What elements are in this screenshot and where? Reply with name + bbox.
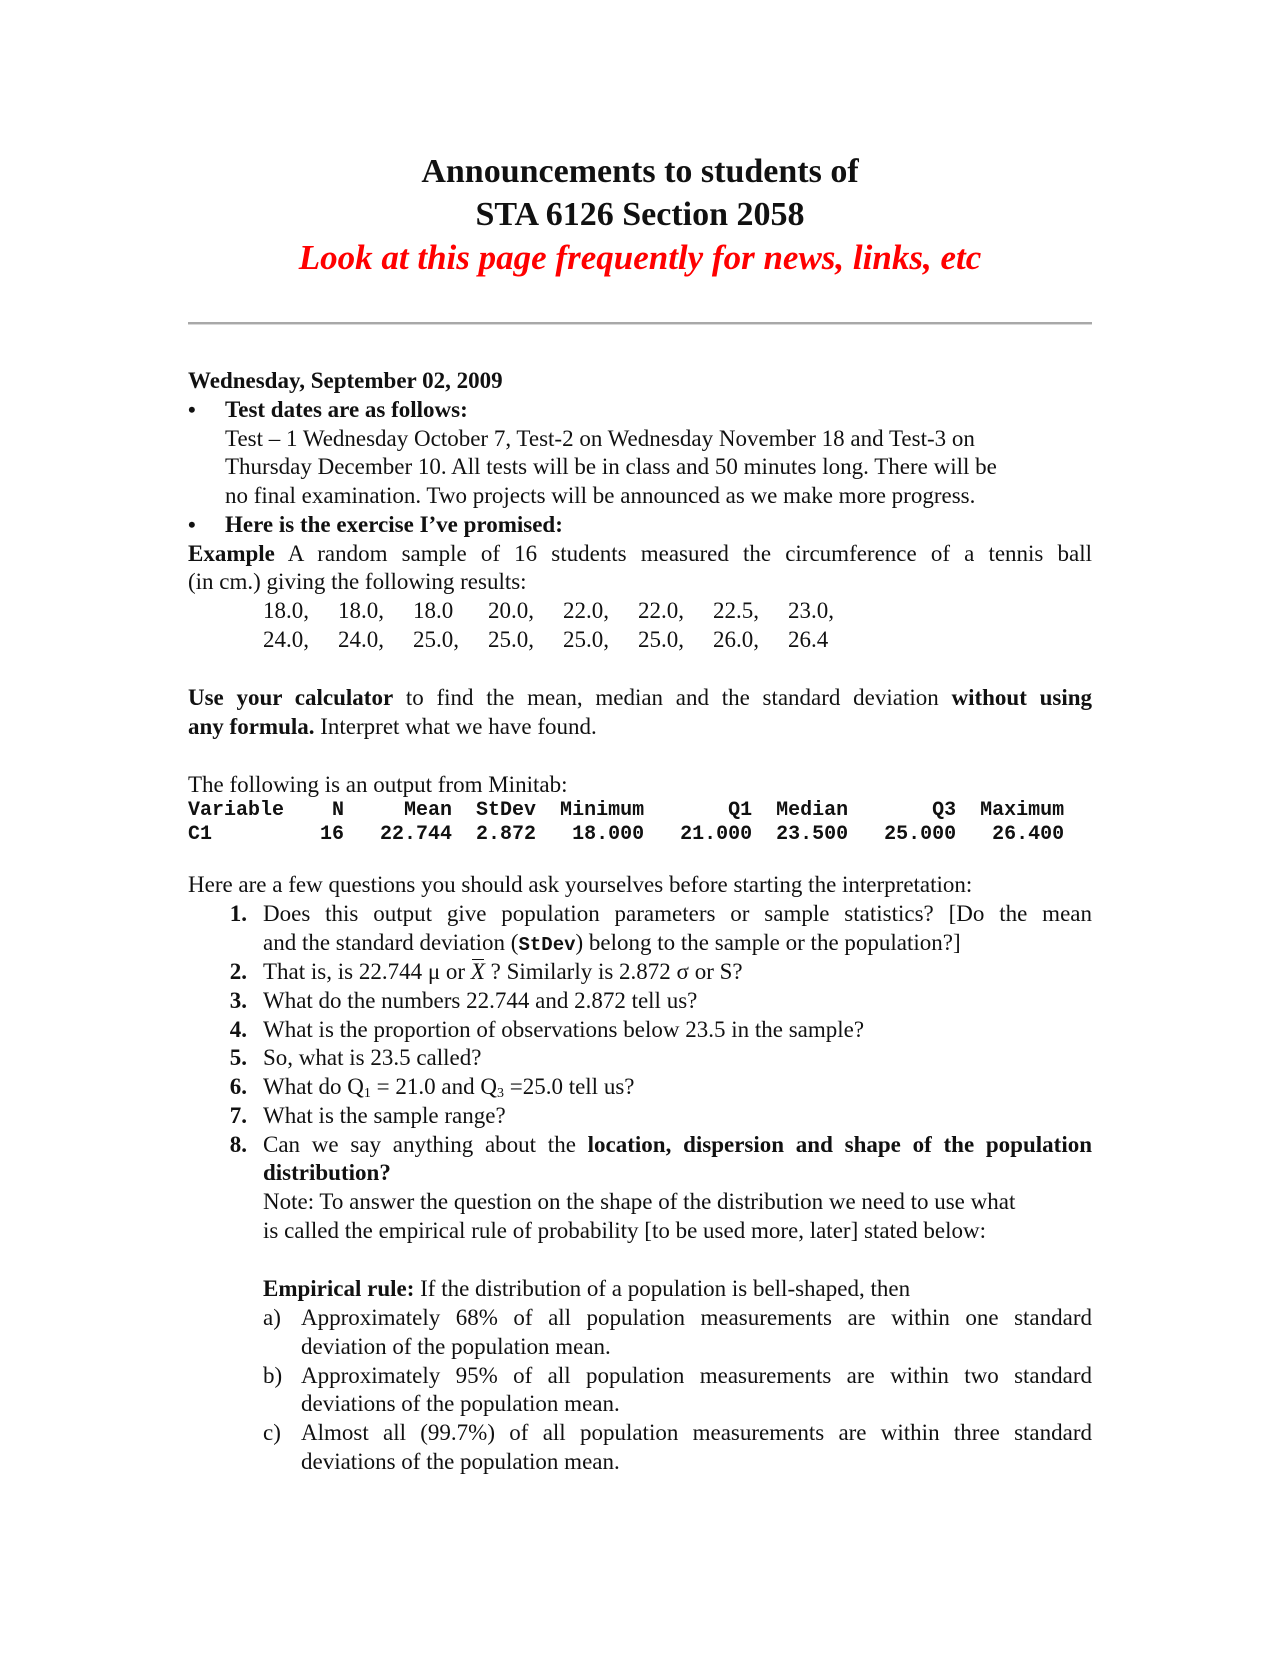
list-marker: b) [263, 1363, 283, 1388]
question-4: What is the proportion of observations below 23.5 in the sample? [263, 1017, 865, 1042]
code-text: StDev [518, 934, 576, 956]
questions-intro: Here are a few questions you should ask yourselves before starting the interpretation: [188, 872, 973, 897]
question-8-line-1 [263, 1131, 1092, 1159]
example-paragraph-line-1 [188, 540, 1092, 568]
body-text: Can we say anything about the [263, 1132, 588, 1157]
data-value: 18.0, [338, 598, 384, 623]
page-title: Announcements to students of [421, 153, 859, 190]
data-value: 26.0, [713, 627, 759, 652]
example-text: A random sample of 16 students measured the circumference of a tennis ball [274, 541, 1092, 566]
emphasis-text: Use your calculator [188, 685, 394, 710]
body-text: =25.0 tell us? [503, 1074, 635, 1099]
list-marker: a) [263, 1305, 281, 1330]
rule-a-line-2: deviation of the population mean. [301, 1334, 611, 1359]
bullet-icon: • [188, 397, 196, 422]
rule-b-line-2: deviations of the population mean. [301, 1391, 620, 1416]
data-value: 24.0, [263, 627, 309, 652]
data-value: 22.0, [563, 598, 609, 623]
test-dates-line-3: no final examination. Two projects will be announced as we make more progress. [225, 483, 976, 508]
calculator-instruction-line-1 [188, 684, 1092, 712]
calculator-instruction-line-2 [188, 713, 597, 741]
body-text: to find the mean, median and the standard deviation [393, 685, 952, 710]
list-number: 3. [229, 988, 247, 1013]
body-text: That is, is 22.744 μ or [263, 959, 471, 984]
question-1-line-1: Does this output give population parameters or sample statistics? [Do the mean [263, 901, 1092, 926]
data-value: 25.0, [563, 627, 609, 652]
example-paragraph-line-2: (in cm.) giving the following results: [188, 569, 527, 594]
example-label: Example [188, 541, 275, 566]
emphasis-text: without using [951, 685, 1092, 710]
question-2 [263, 958, 743, 986]
data-value: 22.0, [638, 598, 684, 623]
horizontal-divider [188, 322, 1092, 325]
course-title: STA 6126 Section 2058 [475, 196, 805, 233]
data-value: 25.0, [638, 627, 684, 652]
minitab-output-row: C1 16 22.744 2.872 18.000 21.000 23.500 25.000 26.400 [188, 823, 1065, 846]
data-values-row-1 [263, 597, 863, 625]
list-marker: c) [263, 1420, 281, 1445]
rule-b-line-1: Approximately 95% of all population measurements are within two standard [301, 1363, 1092, 1388]
note-line-2: is called the empirical rule of probability [to be used more, later] stated below: [263, 1218, 986, 1243]
list-number: 5. [229, 1045, 247, 1070]
list-number: 1. [229, 901, 247, 926]
data-values-row-2 [263, 626, 863, 654]
bullet-icon: • [188, 512, 196, 537]
body-text: = 21.0 and Q [370, 1074, 497, 1099]
data-value: 22.5, [713, 598, 759, 623]
data-value: 18.0, [263, 598, 309, 623]
empirical-rule-intro [263, 1275, 910, 1303]
list-number: 6. [229, 1074, 247, 1099]
note-line-1: Note: To answer the question on the shape of the distribution we need to use what [263, 1189, 1016, 1214]
body-text: What do Q [263, 1074, 364, 1099]
question-5: So, what is 23.5 called? [263, 1045, 482, 1070]
subscript: 1 [363, 1086, 371, 1101]
question-8-line-2: distribution? [263, 1160, 391, 1185]
minitab-intro: The following is an output from Minitab: [188, 772, 568, 797]
question-1-line-2 [263, 929, 961, 957]
list-number: 7. [229, 1103, 247, 1128]
x-bar-symbol: X [470, 959, 485, 984]
list-number: 4. [229, 1017, 247, 1042]
body-text: ? Similarly is 2.872 σ or S? [484, 959, 743, 984]
data-value: 23.0, [788, 598, 834, 623]
page-subtitle: Look at this page frequently for news, links, etc [298, 238, 982, 277]
rule-c-line-2: deviations of the population mean. [301, 1449, 620, 1474]
data-value: 18.0 [413, 598, 454, 623]
question-7: What is the sample range? [263, 1103, 506, 1128]
data-value: 20.0, [488, 598, 534, 623]
test-dates-line-1: Test – 1 Wednesday October 7, Test-2 on Wednesday November 18 and Test-3 on [225, 426, 975, 451]
emphasis-text: Empirical rule: [263, 1276, 415, 1301]
rule-a-line-1: Approximately 68% of all population measurements are within one standard [301, 1305, 1092, 1330]
data-value: 26.4 [788, 627, 829, 652]
data-value: 25.0, [413, 627, 459, 652]
question-3: What do the numbers 22.744 and 2.872 tell us? [263, 988, 698, 1013]
bullet-heading-exercise: Here is the exercise I’ve promised: [225, 512, 563, 537]
body-text: ) belong to the sample or the population?] [575, 930, 961, 955]
list-number: 8. [229, 1132, 247, 1157]
body-text: Interpret what we have found. [314, 714, 597, 739]
data-value: 25.0, [488, 627, 534, 652]
test-dates-line-2: Thursday December 10. All tests will be in class and 50 minutes long. There will be [225, 454, 997, 479]
bullet-heading-test-dates: Test dates are as follows: [225, 397, 468, 422]
minitab-output-header: Variable N Mean StDev Minimum Q1 Median Q3 Maximum [188, 799, 1065, 822]
rule-c-line-1: Almost all (99.7%) of all population measurements are within three standard [301, 1420, 1092, 1445]
body-text: and the standard deviation ( [263, 930, 519, 955]
entry-date: Wednesday, September 02, 2009 [188, 368, 503, 393]
emphasis-text: location, dispersion and shape of the population [587, 1132, 1092, 1157]
subscript: 3 [496, 1086, 504, 1101]
body-text: If the distribution of a population is bell-shaped, then [414, 1276, 911, 1301]
emphasis-text: any formula. [188, 714, 315, 739]
list-number: 2. [229, 959, 247, 984]
data-value: 24.0, [338, 627, 384, 652]
